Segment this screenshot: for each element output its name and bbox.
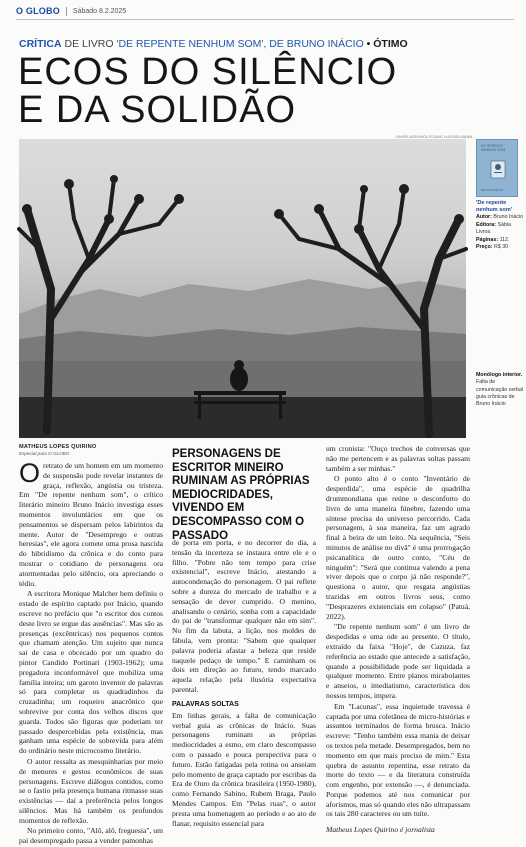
lead-photo	[19, 139, 466, 438]
newspaper-logo: O GLOBO	[16, 6, 60, 16]
byline-role: Especial para O GLOBO	[19, 451, 70, 456]
info-publisher: Editora: Sábia Livros.	[476, 221, 512, 236]
paragraph: No primeiro conto, "Alô, alô, freguesia", um pai desempregado passa a vender pamonhas	[19, 826, 163, 846]
book-info	[476, 200, 524, 252]
headline-line-1: ECOS DO SILÊNCIO	[18, 51, 398, 93]
paragraph: Em linhas gerais, a falta de comunicação verbal guia as crônicas de Inácio. Suas personagens ruminam as próprias mediocridades a esmo, em claro descompasso com o passado e pouca perspectiva para o futuro. Estão fatigadas pela rotina ou anseiam pelo momento de graça captado por escribas da Era de Ouro da crônica brasileira (1950-1980), como Fernando Sabino, Rubem Braga, Paulo Mendes Campos. Em "Pelas ruas", o autor presta uma homenagem ao período e ao ato de flanar, requisito essencial para	[172, 710, 317, 828]
photo-credit: UNSPLASH/WOLFGANG HASSELMANN	[396, 135, 473, 139]
author-signature: Matheus Lopes Quirino é jornalista	[326, 825, 435, 835]
byline-name: MATHEUS LOPES QUIRINO	[19, 444, 97, 450]
caption-text: Falta de comunicação verbal guia crônicas de Bruno Inácio	[476, 379, 524, 408]
kicker-section: CRÍTICA	[19, 38, 62, 50]
info-price: Preço: R$ 30	[476, 244, 509, 251]
photo-caption	[476, 372, 524, 408]
paragraph: de porta em porta, e no decorrer do dia, a tensão da incerteza se instaura entre ele e o filho. "Pobre não tem tempo para crise existencial", escreve Inácio, atestando a autocondenação do personagem. O pai reflete sobre a dureza do mercado de trabalho e a sensação de dever cumprido. O menino, analisando o cenário, sonha com a capacidade do pai de "transformar qualquer não em sim". No fim da labuta, a lição, nos moldes de fábula, vem pronta: "Sabem que qualquer palavra poderia afastar a beleza que reside naquele pedaço de tempo." E caminham os dois em direção ao futuro, tendo marcado aquela relação pela ilusória expectativa parental.	[172, 538, 316, 694]
book-cover-author: BRUNO INÁCIO	[481, 188, 504, 192]
info-author: Autor: Bruno Inácio	[476, 214, 524, 220]
subheading: PALAVRAS SOLTAS	[172, 700, 239, 708]
article-column-2	[172, 538, 316, 829]
paragraph: um cronista: "Ouço trechos de conversas que não me pertencem e as palavras soltas passam também a ser minhas."	[326, 444, 470, 473]
masthead-divider	[66, 7, 67, 16]
kicker-book: 'DE REPENTE NENHUM SOM', DE BRUNO INÁCIO	[116, 38, 364, 50]
masthead	[16, 4, 514, 18]
paragraph: "De repente nenhum som" é um livro de despedidas e uma ode ao presente. O título, extraído da faixa "Hoje", de Cazuza, faz referência ao estado que antecede a satisfação, quando a possibilidade pode ser liquidada a qualquer momento. Entre planos mirabolantes e anseios, o imediatismo, característica dos nossos tempos, impera.	[326, 622, 470, 700]
article-column-3	[326, 444, 470, 836]
issue-date: Sábado 8.2.2025	[72, 7, 127, 15]
paragraph: O retrato de um homem em um momento de suspensão pode revelar instantes de graça, reflexão, angústia ou tristeza. Em "De repente nenhum som", o crítico literário mineiro Bruno Inácio investiga esses momentos involuntários em que os pensamentos se dispersam pelos labirintos da mente. Autor de "Desemprego e outras heresias", ele agora comete uma prosa nascida do hibridismo da crônica e do conto para mostrar o cotidiano de personagens ora atormentadas pelo silêncio, ora apreciando o tédio.	[19, 458, 163, 588]
paragraph: O autor ressalta as mesquinharias por meio de menores e gestos econômicos de suas personagens. Escreve diálogos contidos, como se o fastio pela presença humana ritmasse suas existências — daí a preferência pelos longos silêncios. Mas há também os profundos momentos de reflexão.	[19, 756, 163, 825]
headline	[18, 53, 468, 129]
paragraph: A escritora Monique Malcher bem definiu o estado de espírito captado por Inácio, quando escreve no prefácio que "o escritor dos contos deste livro se ergue das ausências". Mas são as presenças (excêntricas) nos pequenos contos que chamam atenção. Um sujeito que nunca sai de casa e obcecado por um quadro do pintor Candido Portinari (1903-1962); uma pregadora inconformável que mobiliza uma família inteira; um garoto inventor de palavras só para completar os quadradinhos da cruzadinha; um roqueiro anacrônico que sobrevive por conta dos velhos discos que guarda. Todos são figuras que poderiam ter passado despercebidas pela existência, mas ganham uma espécie de sobrevida para além do ordinário neste microcosmo literário.	[19, 589, 163, 756]
paragraph: Em "Lacunas", essa inquietude travessa é captada por uma coletânea de micro-histórias e assuntos terminados de forma brusca. Inácio escreve: "Tenho também essa mania de deixar os textos pela metade. Desempregados, bem no momento em que mais preciso de mim." Esta quebra de assunto repentina, esse retrato da morte do texto — e da literatura construída com engenho, por extensão —, é denunciada. Porque podemos até nos comunicar por aforismos, mas só quando eles não ultrapassam os tais 280 caracteres ou um tuíte.	[326, 701, 470, 819]
section-kicker	[19, 38, 459, 50]
drop-cap: O	[19, 458, 41, 488]
kicker-rating: • ÓTIMO	[363, 38, 408, 50]
kicker-type: DE LIVRO	[61, 38, 117, 50]
book-cover-title: DE REPENTE NENHUM SOM	[481, 144, 506, 152]
headline-line-2: E DA SOLIDÃO	[18, 89, 297, 131]
caption-lead: Monólogo interior.	[476, 372, 523, 378]
lake-trees-illustration	[19, 139, 466, 438]
info-pages: Páginas: 112.	[476, 236, 510, 243]
info-title: 'De repente nenhum som'	[476, 200, 513, 213]
paragraph: O ponto alto é o conto "Inventário de desperdida", uma espécie de quadrilha drummondiana que reúne o desconforto do livro de uma maneira fúnebre, fazendo uma síntese precisa do universo percorrido. Cada personagem, à sua maneira, faz um agrado final à beira de um leito. Na sequência, "Seis minutos de análise no divã" é uma prorrogação psicanalítica de outro conto, "Céu de ninguém": "Será que continua valendo a pena viver depois que o corpo já não responde?", questiona o autor, que resgata angústias trazidas em outros livros seus, como "Desprazeres existenciais em colapso" (Patuá, 2022).	[326, 474, 470, 621]
pull-quote: PERSONAGENS DE ESCRITOR MINEIRO RUMINAM AS PRÓPRIAS MEDIOCRIDADES, VIVENDO EM DESCOMPASSO COM O PASSADO	[172, 448, 310, 542]
book-cover-art	[490, 158, 506, 180]
top-rule	[16, 19, 514, 20]
book-cover	[476, 139, 518, 197]
article-column-1	[19, 444, 163, 847]
